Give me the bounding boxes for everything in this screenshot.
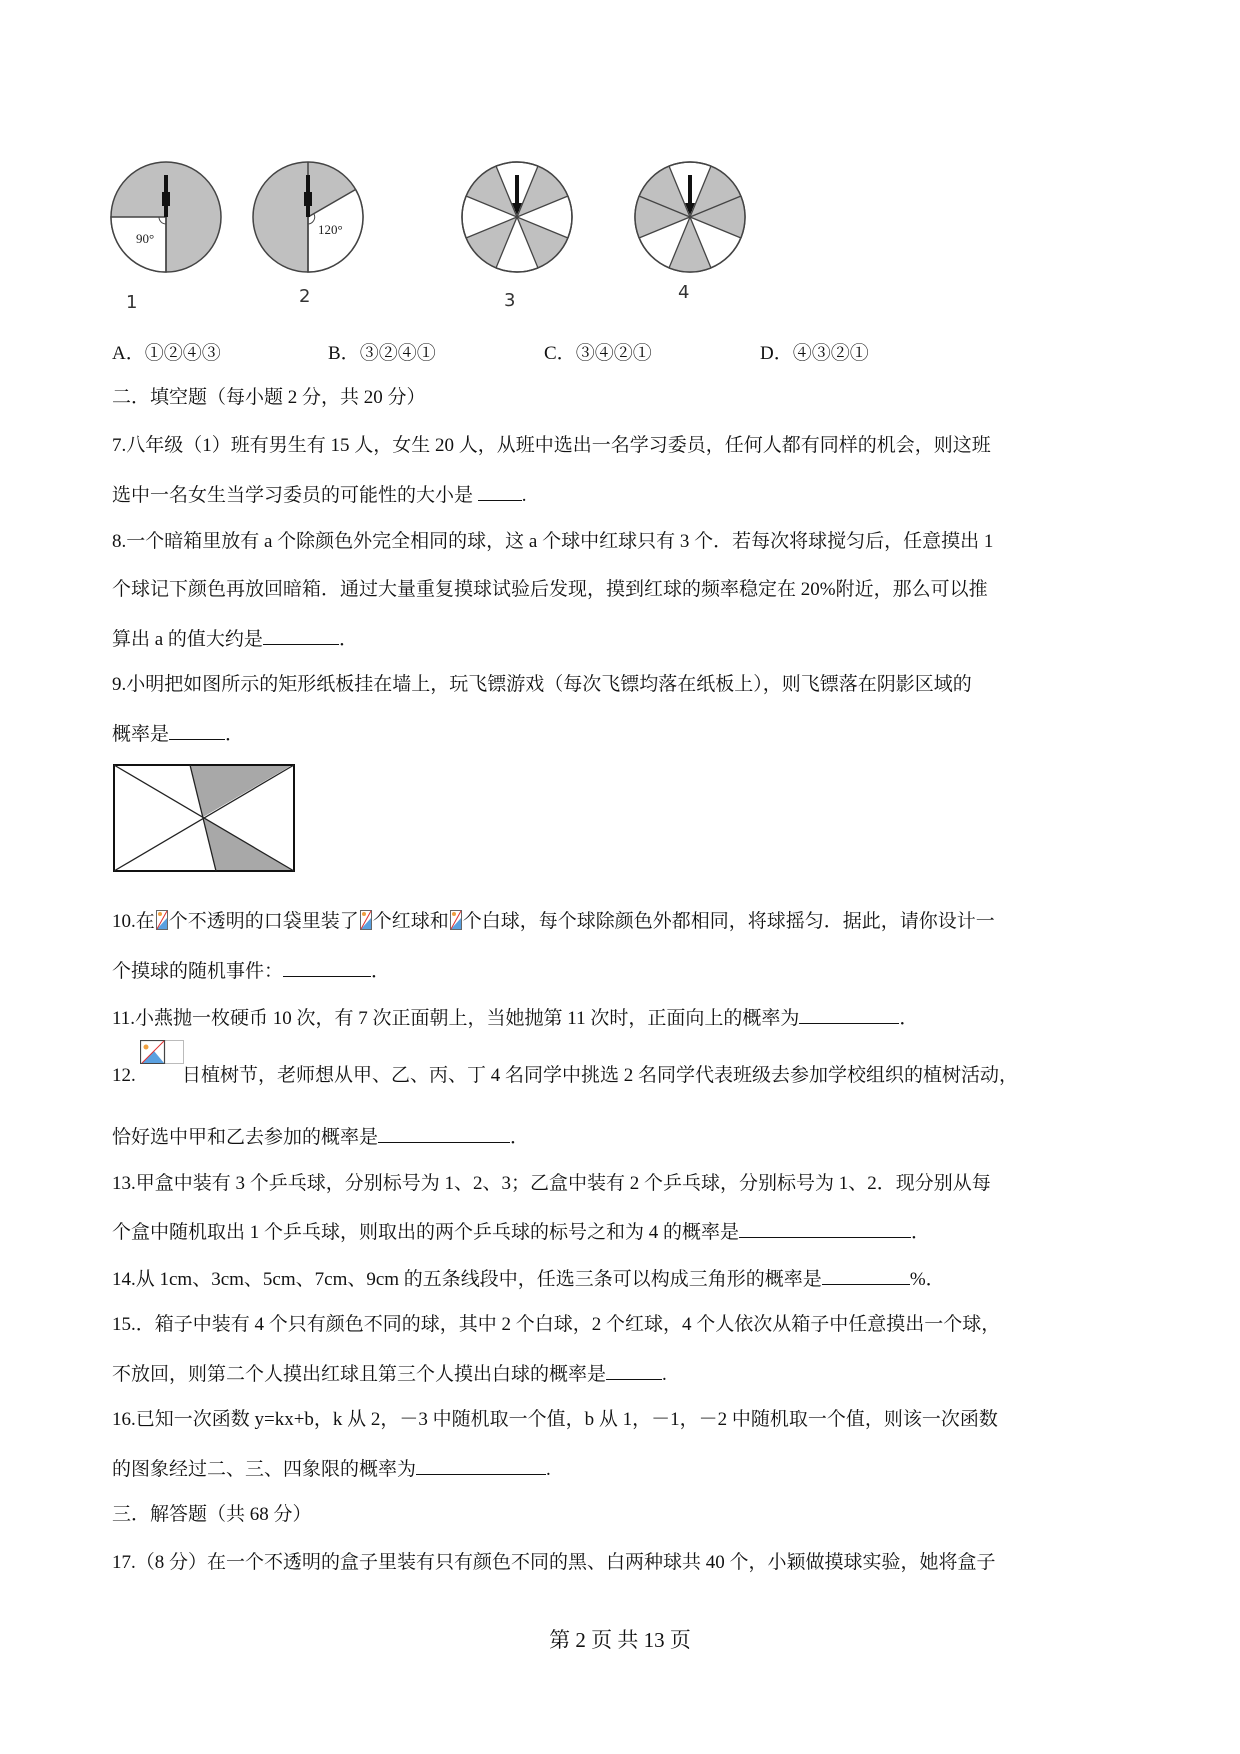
q8-line-3: 算出 a 的值大约是 ． bbox=[112, 626, 358, 652]
option-b: B．③②④① bbox=[328, 343, 436, 364]
q15-line-1: 15.．箱子中装有 4 个只有颜色不同的球，其中 2 个白球，2 个红球，4 个人依次从箱子中任意摸出一个球， bbox=[112, 1314, 1001, 1335]
answer-blank[interactable] bbox=[169, 721, 225, 740]
spinner-3 bbox=[462, 162, 572, 272]
figure-label-4: 4 bbox=[678, 282, 690, 303]
q10-line-1: 10.在 个不透明的口袋里装了 个红球和 个白球，每个球除颜色外都相同，将球摇匀．据此，请你设计一 bbox=[112, 911, 995, 932]
q12-line-1: 12. 日植树节，老师想从甲、乙、丙、丁 4 名同学中挑选 2 名同学代表班级去参加学校组织的植树活动， bbox=[112, 1065, 1019, 1086]
broken-image-icon bbox=[140, 1040, 184, 1064]
answer-blank[interactable] bbox=[263, 626, 339, 645]
q12-line-2: 恰好选中甲和乙去参加的概率是 ． bbox=[112, 1124, 529, 1150]
q16-line-1: 16.已知一次函数 y=kx+b，k 从 2，－3 中随机取一个值，b 从 1，－1，－2 中随机取一个值，则该一次函数 bbox=[112, 1409, 998, 1430]
q11-line-1: 11.小燕抛一枚硬币 10 次，有 7 次正面朝上，当她抛第 11 次时，正面向上的概率为 ． bbox=[112, 1005, 918, 1031]
q7-line-1: 7.八年级（1）班有男生有 15 人，女生 20 人，从班中选出一名学习委员，任何人都有同样的机会，则这班 bbox=[112, 435, 991, 456]
q9-line-1: 9.小明把如图所示的矩形纸板挂在墙上，玩飞镖游戏（每次飞镖均落在纸板上），则飞镖落在阴影区域的 bbox=[112, 674, 972, 695]
figure-label-1: 1 bbox=[126, 292, 138, 313]
svg-text:90°: 90° bbox=[136, 231, 155, 246]
answer-blank[interactable] bbox=[739, 1219, 911, 1238]
q13-line-2: 个盒中随机取出 1 个乒乓球，则取出的两个乒乓球的标号之和为 4 的概率是 ． bbox=[112, 1219, 930, 1245]
answer-blank[interactable] bbox=[283, 958, 371, 977]
broken-image-icon bbox=[360, 910, 372, 930]
option-c: C．③④②① bbox=[544, 343, 652, 364]
q17-line-1: 17.（8 分）在一个不透明的盒子里装有只有颜色不同的黑、白两种球共 40 个，小颖做摸球实验，她将盒子 bbox=[112, 1552, 996, 1573]
spinner-4 bbox=[635, 162, 745, 272]
answer-blank[interactable] bbox=[799, 1005, 899, 1024]
section-2-title: 二．填空题（每小题 2 分，共 20 分） bbox=[112, 387, 426, 408]
spinner-1 bbox=[111, 162, 221, 272]
q9-line-2: 概率是 ． bbox=[112, 721, 244, 747]
section-3-title: 三．解答题（共 68 分） bbox=[112, 1504, 312, 1525]
dartboard-rectangle-figure bbox=[113, 764, 295, 872]
q13-line-1: 13.甲盒中装有 3 个乒乓球，分别标号为 1、2、3；乙盒中装有 2 个乒乓球，分别标号为 1、2．现分别从每 bbox=[112, 1173, 991, 1194]
answer-blank[interactable] bbox=[606, 1361, 662, 1380]
answer-blank[interactable] bbox=[416, 1456, 546, 1475]
answer-blank[interactable] bbox=[478, 482, 522, 501]
option-a: A．①②④③ bbox=[112, 343, 221, 364]
q7-line-2: 选中一名女生当学习委员的可能性的大小是 . bbox=[112, 482, 527, 508]
q8-line-2: 个球记下颜色再放回暗箱．通过大量重复摸球试验后发现，摸到红球的频率稳定在 20%附近，那么可以推 bbox=[112, 579, 988, 600]
page-footer: 第 2 页 共 13 页 bbox=[549, 1628, 691, 1652]
broken-image-icon bbox=[450, 910, 462, 930]
q8-line-1: 8.一个暗箱里放有 a 个除颜色外完全相同的球，这 a 个球中红球只有 3 个．若每次将球搅匀后，任意摸出 1 bbox=[112, 531, 994, 552]
q16-line-2: 的图象经过二、三、四象限的概率为 . bbox=[112, 1456, 551, 1482]
spinner-2 bbox=[253, 162, 363, 272]
figure-label-3: 3 bbox=[504, 290, 516, 311]
answer-blank[interactable] bbox=[822, 1266, 910, 1285]
q14-line-1: 14.从 1cm、3cm、5cm、7cm、9cm 的五条线段中，任选三条可以构成三角形的概率是 %． bbox=[112, 1266, 945, 1292]
svg-text:120°: 120° bbox=[318, 222, 343, 237]
answer-blank[interactable] bbox=[378, 1124, 510, 1143]
q10-line-2: 个摸球的随机事件： ． bbox=[112, 958, 390, 984]
spinner-figures bbox=[0, 0, 800, 320]
option-d: D．④③②① bbox=[760, 343, 869, 364]
q15-line-2: 不放回，则第二个人摸出红球且第三个人摸出白球的概率是 . bbox=[112, 1361, 667, 1387]
figure-label-2: 2 bbox=[299, 286, 311, 307]
broken-image-icon bbox=[156, 910, 168, 930]
